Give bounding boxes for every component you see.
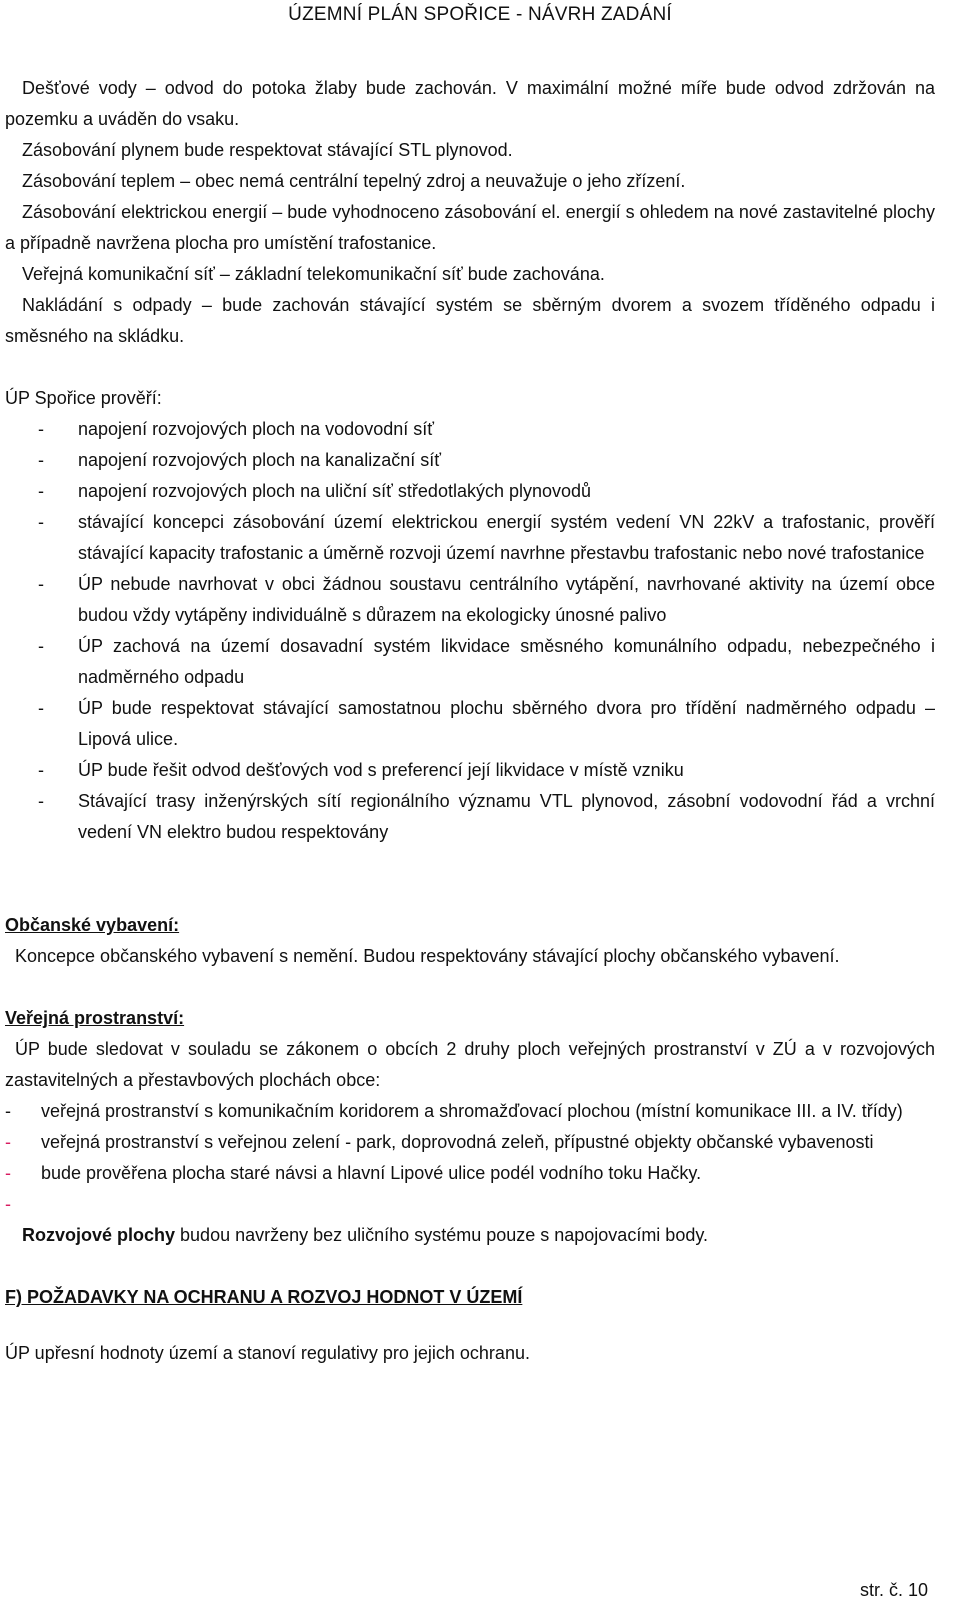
section-heading-verejna: Veřejná prostranství: bbox=[5, 1008, 185, 1028]
verejna-intro: ÚP bude sledovat v souladu se zákonem o obcích 2 druhy ploch veřejných prostranství v ZÚ a v rozvojových zastavitelných a přestavbových plochách obce: bbox=[5, 1039, 935, 1090]
page-number: str. č. 10 bbox=[859, 1580, 928, 1600]
list-dash: - bbox=[5, 1194, 11, 1214]
list-item: - ÚP nebude navrhovat v obci žádnou soustavu centrálního vytápění, navrhované aktivity na území obce budou vždy vytápěny individuálně s důrazem na ekologicky únosné palivo bbox=[5, 569, 935, 631]
obcanske-text: Koncepce občanského vybavení s nemění. Budou respektovány stávající plochy občanského vybavení. bbox=[15, 946, 840, 966]
proveri-intro: ÚP Spořice prověří: bbox=[5, 388, 162, 408]
infra-elektro: Zásobování elektrickou energií – bude vyhodnoceno zásobování el. energií s ohledem na nové zastavitelné plochy a případně navržena plocha pro umístění trafostanice. bbox=[5, 202, 935, 253]
list-dash: - bbox=[38, 481, 44, 501]
list-dash: - bbox=[38, 636, 44, 656]
list-dash: - bbox=[38, 698, 44, 718]
rozvojove-plochy-text: Rozvojové plochy budou navrženy bez uličního systému pouze s napojovacími body. bbox=[22, 1225, 709, 1245]
verejna-list bbox=[5, 1096, 935, 1220]
list-item: - napojení rozvojových ploch na kanalizační síť bbox=[5, 445, 935, 476]
list-dash: - bbox=[5, 1163, 11, 1183]
list-dash: - bbox=[5, 1132, 11, 1152]
page-header: ÚZEMNÍ PLÁN SPOŘICE - NÁVRH ZADÁNÍ bbox=[288, 4, 672, 25]
list-item: - Stávající trasy inženýrských sítí regionálního významu VTL plynovod, zásobní vodovodní řád a vrchní vedení VN elektro budou respektovány bbox=[5, 786, 935, 848]
list-dash: - bbox=[38, 574, 44, 594]
infra-dest-vody: Dešťové vody – odvod do potoka žlaby bude zachován. V maximální možné míře bude odvod zdržován na pozemku a uváděn do vsaku. bbox=[5, 78, 935, 129]
list-item: - napojení rozvojových ploch na vodovodní síť bbox=[5, 414, 935, 445]
infra-komunikace: Veřejná komunikační síť – základní telekomunikační síť bude zachována. bbox=[22, 264, 605, 284]
list-item: - ÚP bude řešit odvod dešťových vod s preferencí její likvidace v místě vzniku bbox=[5, 755, 935, 786]
list-item: - ÚP zachová na území dosavadní systém likvidace směsného komunálního odpadu, nebezpečného i nadměrného odpadu bbox=[5, 631, 935, 693]
list-item: - veřejná prostranství s veřejnou zelení - park, doprovodná zeleň, přípustné objekty občanské vybavenosti bbox=[5, 1127, 935, 1158]
list-dash: - bbox=[38, 791, 44, 811]
section-f-text: ÚP upřesní hodnoty území a stanoví regulativy pro jejich ochranu. bbox=[5, 1343, 530, 1363]
section-heading-obcanske: Občanské vybavení: bbox=[5, 915, 180, 935]
list-item: - veřejná prostranství s komunikačním koridorem a shromažďovací plochou (místní komunikace III. a IV. třídy) bbox=[5, 1096, 935, 1127]
infra-odpady: Nakládání s odpady – bude zachován stávající systém se sběrným dvorem a svozem tříděného odpadu i směsného na skládku. bbox=[5, 295, 935, 346]
infra-plyn: Zásobování plynem bude respektovat stávající STL plynovod. bbox=[22, 140, 513, 160]
section-heading-f: F) POŽADAVKY NA OCHRANU A ROZVOJ HODNOT V ÚZEMÍ bbox=[5, 1287, 523, 1307]
proveri-list bbox=[5, 414, 935, 848]
list-dash: - bbox=[38, 419, 44, 439]
infra-teplo: Zásobování teplem – obec nemá centrální tepelný zdroj a neuvažuje o jeho zřízení. bbox=[22, 171, 686, 191]
list-item: - bude prověřena plocha staré návsi a hlavní Lipové ulice podél vodního toku Hačky. bbox=[5, 1158, 935, 1189]
list-item: - napojení rozvojových ploch na uliční síť středotlakých plynovodů bbox=[5, 476, 935, 507]
list-dash: - bbox=[38, 450, 44, 470]
list-dash: - bbox=[5, 1101, 11, 1121]
list-item: - stávající koncepci zásobování území elektrickou energií systém vedení VN 22kV a trafostanic, prověří stávající kapacity trafostanic a úměrně rozvoji území navrhne přestavbu trafostanic nebo nové trafostanice bbox=[5, 507, 935, 569]
list-item bbox=[5, 1189, 935, 1220]
rozvojove-plochy-bold: Rozvojové plochy bbox=[22, 1225, 176, 1245]
document-body bbox=[5, 73, 935, 1369]
list-dash: - bbox=[38, 760, 44, 780]
list-item: - ÚP bude respektovat stávající samostatnou plochu sběrného dvora pro třídění nadměrného odpadu – Lipová ulice. bbox=[5, 693, 935, 755]
list-dash: - bbox=[38, 512, 44, 532]
